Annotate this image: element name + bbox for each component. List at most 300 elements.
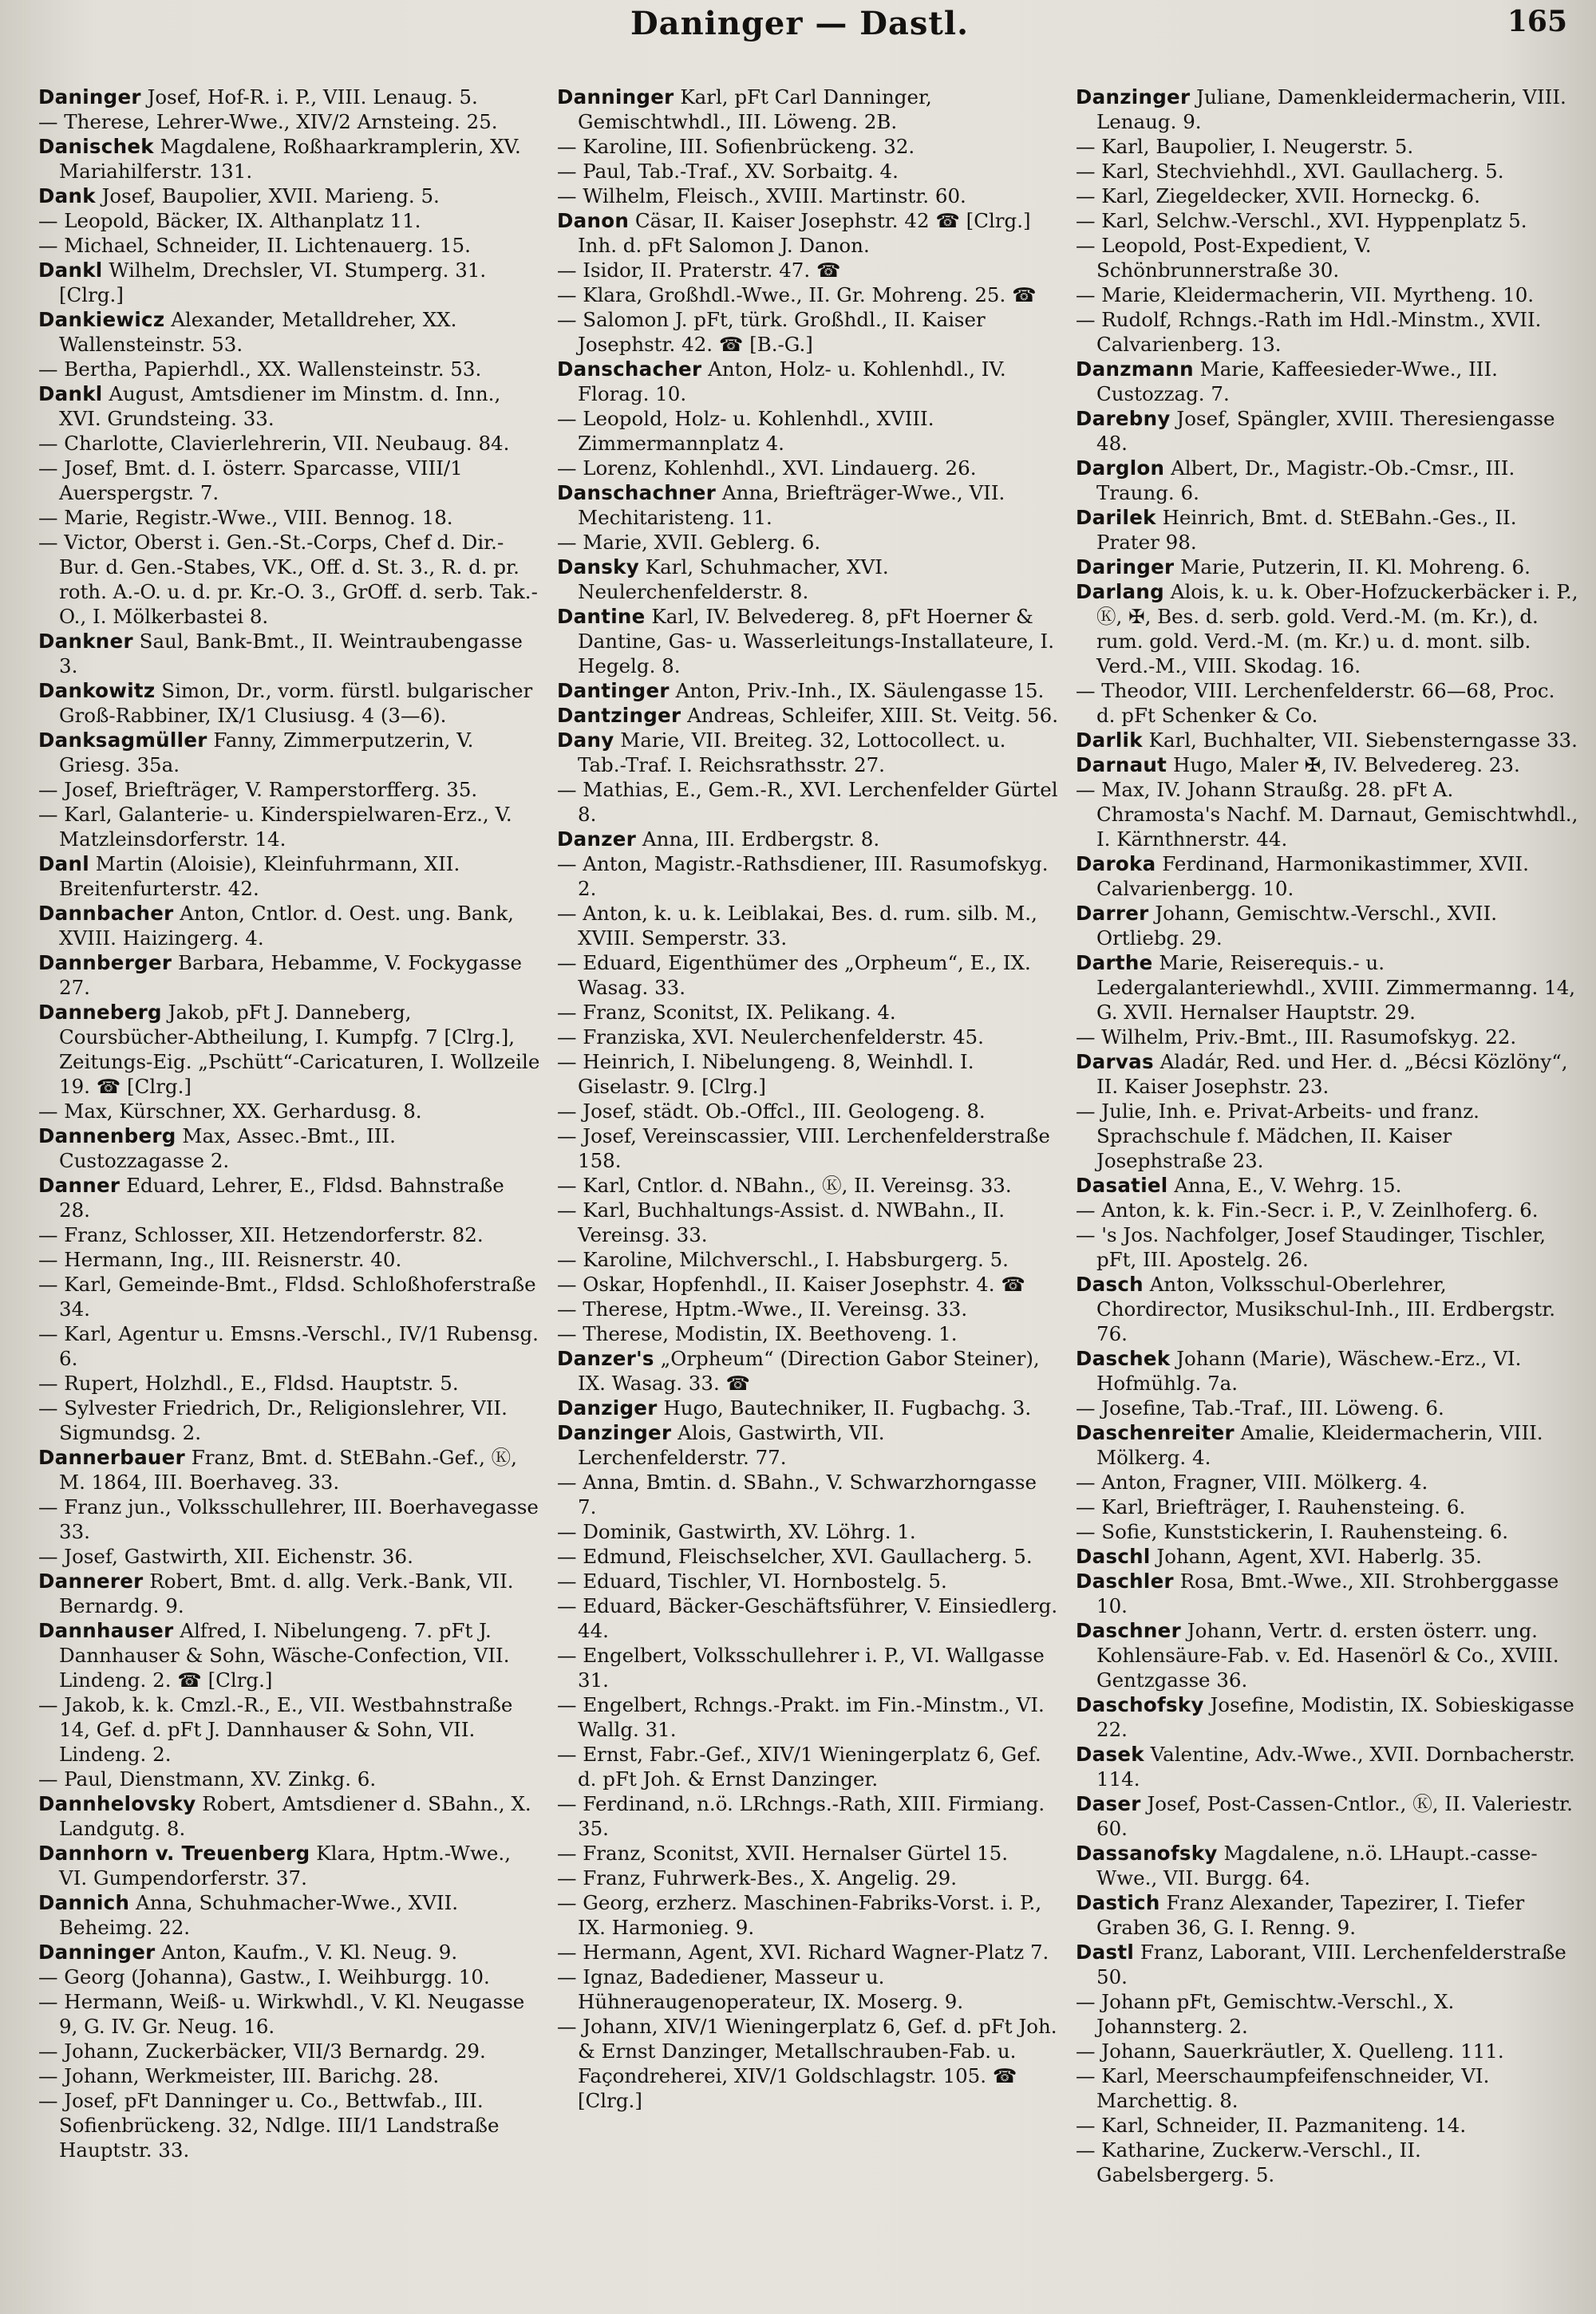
directory-entry bbox=[1076, 406, 1578, 456]
directory-entry bbox=[38, 1618, 541, 1692]
entry-details: Albert, Dr., Magistr.-Ob.-Cmsr., III. Traung. 6. bbox=[1096, 456, 1515, 504]
entry-details: — Karl, Galanterie- u. Kinderspielwaren-Erz., V. Matzleinsdorferstr. 14. bbox=[38, 803, 512, 851]
entry-surname: Daschl bbox=[1076, 1545, 1151, 1568]
entry-surname: Danischek bbox=[38, 135, 154, 158]
entry-surname: Danzinger bbox=[1076, 85, 1191, 109]
entry-details: — Karl, Selchw.-Verschl., XVI. Hyppenplatz 5. bbox=[1076, 209, 1527, 232]
directory-entry bbox=[557, 901, 1060, 950]
directory-entry bbox=[38, 505, 541, 530]
entry-details: — Ferdinand, n.ö. LRchngs.-Rath, XIII. Firmiang. 35. bbox=[557, 1792, 1045, 1840]
directory-entry bbox=[1076, 851, 1578, 901]
directory-entry bbox=[557, 258, 1060, 282]
directory-entry bbox=[557, 1841, 1060, 1866]
entry-details: Hugo, Maler ✠, IV. Belvedereg. 23. bbox=[1172, 753, 1520, 776]
directory-entry bbox=[1076, 1470, 1578, 1495]
directory-entry bbox=[38, 1989, 541, 2039]
entry-surname: Darnaut bbox=[1076, 753, 1167, 776]
entry-details: — Eduard, Bäcker-Geschäftsführer, V. Einsiedlerg. 44. bbox=[557, 1594, 1058, 1642]
directory-entry bbox=[557, 1692, 1060, 1742]
entry-details: — Wilhelm, Fleisch., XVIII. Martinstr. 60. bbox=[557, 184, 966, 207]
entry-surname: Dankner bbox=[38, 630, 133, 653]
entry-details: — Anton, k. k. Fin.-Secr. i. P., V. Zeinlhoferg. 6. bbox=[1076, 1198, 1539, 1222]
entry-surname: Dastich bbox=[1076, 1891, 1160, 1914]
directory-entry bbox=[38, 1495, 541, 1544]
entry-surname: Dasatiel bbox=[1076, 1174, 1168, 1197]
directory-entry bbox=[38, 1841, 541, 1890]
entry-details: — Engelbert, Volksschullehrer i. P., VI. Wallgasse 31. bbox=[557, 1644, 1045, 1692]
directory-entry bbox=[38, 381, 541, 431]
directory-entry bbox=[557, 1940, 1060, 1965]
entry-details: Rosa, Bmt.-Wwe., XII. Strohberggasse 10. bbox=[1096, 1570, 1559, 1617]
entry-details: Saul, Bank-Bmt., II. Weintraubengasse 3. bbox=[59, 630, 523, 677]
directory-entry bbox=[38, 2039, 541, 2063]
directory-entry bbox=[1076, 505, 1578, 555]
entry-details: — Lorenz, Kohlenhdl., XVI. Lindauerg. 26. bbox=[557, 456, 977, 480]
entry-details: Josef, Baupolier, XVII. Marieng. 5. bbox=[101, 184, 440, 207]
directory-entry bbox=[38, 357, 541, 381]
entry-surname: Dasek bbox=[1076, 1743, 1144, 1766]
directory-entry bbox=[557, 1198, 1060, 1247]
entry-details: Johann, Gemischtw.-Verschl., XVII. Ortliebg. 29. bbox=[1096, 902, 1498, 950]
entry-details: — Salomon J. pFt, türk. Großhdl., II. Kaiser Josephstr. 42. ☎ [B.-G.] bbox=[557, 308, 986, 356]
entry-details: Eduard, Lehrer, E., Fldsd. Bahnstraße 28. bbox=[59, 1174, 504, 1222]
directory-entry bbox=[38, 678, 541, 728]
directory-entry bbox=[557, 1049, 1060, 1099]
entry-surname: Darrer bbox=[1076, 902, 1149, 925]
entry-details: — Anton, k. u. k. Leiblakai, Bes. d. rum. silb. M., XVIII. Semperstr. 33. bbox=[557, 902, 1037, 950]
entry-details: — Bertha, Papierhdl., XX. Wallensteinstr. 53. bbox=[38, 357, 482, 381]
directory-entry bbox=[38, 1321, 541, 1371]
entry-details: — Karl, Buchhaltungs-Assist. d. NWBahn., II. Vereinsg. 33. bbox=[557, 1198, 1005, 1246]
entry-details: — Engelbert, Rchngs.-Prakt. im Fin.-Minstm., VI. Wallg. 31. bbox=[557, 1693, 1045, 1741]
entry-surname: Dannhorn v. Treuenberg bbox=[38, 1842, 310, 1865]
directory-entry bbox=[557, 1123, 1060, 1173]
entry-surname: Darthe bbox=[1076, 951, 1153, 974]
entry-surname: Dannenberg bbox=[38, 1124, 176, 1147]
directory-entry bbox=[1076, 1396, 1578, 1420]
entry-details: — Georg (Johanna), Gastw., I. Weihburgg. 10. bbox=[38, 1965, 490, 1988]
entry-details: Anna, Briefträger-Wwe., VII. Mechitaristeng. 11. bbox=[578, 481, 1005, 529]
directory-entry bbox=[557, 1025, 1060, 1049]
entry-details: — Eduard, Tischler, VI. Hornbostelg. 5. bbox=[557, 1570, 947, 1593]
entry-details: — Josefine, Tab.-Traf., III. Löweng. 6. bbox=[1076, 1396, 1444, 1420]
entry-details: Robert, Amtsdiener d. SBahn., X. Landgutg. 8. bbox=[59, 1792, 531, 1840]
entry-details: Alois, k. u. k. Ober-Hofzuckerbäcker i. P., Ⓚ, ✠, Bes. d. serb. gold. Verd.-M. (m. Kr.), d. rum. gold. Verd.-M. (m. Kr.) u. d. mont. silb. Verd.-M., VIII. Skodag. 16. bbox=[1096, 580, 1578, 677]
directory-entry bbox=[38, 1890, 541, 1940]
entry-details: Martin (Aloisie), Kleinfuhrmann, XII. Breitenfurterstr. 42. bbox=[59, 852, 460, 900]
directory-entry bbox=[557, 728, 1060, 777]
directory-entry bbox=[1076, 1495, 1578, 1519]
directory-entry bbox=[557, 1321, 1060, 1346]
entry-surname: Dansky bbox=[557, 555, 639, 578]
directory-entry bbox=[557, 134, 1060, 159]
entry-details: — Johann, Werkmeister, III. Barichg. 28. bbox=[38, 2064, 440, 2087]
entry-surname: Danl bbox=[38, 852, 89, 875]
entry-details: — Michael, Schneider, II. Lichtenauerg. 15. bbox=[38, 234, 471, 257]
directory-entry bbox=[557, 851, 1060, 901]
directory-entry bbox=[38, 901, 541, 950]
directory-entry bbox=[1076, 777, 1578, 851]
entry-details: — Johann, Sauerkräutler, X. Quelleng. 111. bbox=[1076, 2040, 1504, 2063]
entry-details: — Marie, Registr.-Wwe., VIII. Bennog. 18. bbox=[38, 506, 453, 529]
entry-surname: Daschler bbox=[1076, 1570, 1174, 1593]
directory-entry bbox=[557, 1890, 1060, 1940]
directory-entry bbox=[557, 530, 1060, 555]
directory-entry bbox=[1076, 184, 1578, 208]
directory-entry bbox=[557, 208, 1060, 258]
entry-details: — Hermann, Weiß- u. Wirkwhdl., V. Kl. Neugasse 9, G. IV. Gr. Neug. 16. bbox=[38, 1990, 525, 2038]
entry-details: — Katharine, Zuckerw.-Verschl., II. Gabelsbergerg. 5. bbox=[1076, 2138, 1421, 2186]
entry-details: Anton, Kaufm., V. Kl. Neug. 9. bbox=[161, 1941, 458, 1964]
entry-surname: Dannhauser bbox=[38, 1619, 174, 1642]
entry-surname: Dankl bbox=[38, 382, 103, 405]
entry-surname: Dannich bbox=[38, 1891, 130, 1914]
directory-entry bbox=[557, 85, 1060, 134]
entry-details: — Isidor, II. Praterstr. 47. ☎ bbox=[557, 259, 841, 282]
directory-entry bbox=[1076, 85, 1578, 134]
column-3 bbox=[1076, 85, 1578, 2303]
entry-details: — Karl, Gemeinde-Bmt., Fldsd. Schloßhoferstraße 34. bbox=[38, 1273, 536, 1321]
entry-details: Max, Assec.-Bmt., III. Custozzagasse 2. bbox=[59, 1124, 396, 1172]
entry-details: Marie, Putzerin, II. Kl. Mohreng. 6. bbox=[1180, 555, 1531, 578]
entry-surname: Danzer's bbox=[557, 1347, 654, 1370]
entry-surname: Darilek bbox=[1076, 506, 1156, 529]
directory-entry bbox=[1076, 752, 1578, 777]
directory-entry bbox=[38, 1371, 541, 1396]
directory-entry bbox=[557, 1396, 1060, 1420]
entry-details: — Josef, Briefträger, V. Ramperstorfferg. 35. bbox=[38, 778, 478, 801]
entry-details: Juliane, Damenkleidermacherin, VIII. Lenaug. 9. bbox=[1096, 85, 1566, 133]
entry-surname: Dankiewicz bbox=[38, 308, 165, 331]
entry-surname: Dany bbox=[557, 729, 614, 752]
directory-entry bbox=[38, 1965, 541, 1989]
directory-entry bbox=[1076, 307, 1578, 357]
entry-details: Ferdinand, Harmonikastimmer, XVII. Calvarienbergg. 10. bbox=[1096, 852, 1529, 900]
directory-entry bbox=[38, 1692, 541, 1767]
directory-entry bbox=[557, 1593, 1060, 1643]
running-title: Daninger — Dastl. bbox=[630, 5, 970, 42]
directory-entry bbox=[1076, 208, 1578, 233]
directory-entry bbox=[38, 1173, 541, 1222]
directory-entry bbox=[557, 184, 1060, 208]
directory-entry bbox=[38, 184, 541, 208]
entry-surname: Daser bbox=[1076, 1792, 1141, 1815]
entry-details: — Karl, Stechviehhdl., XVI. Gaullacherg. 5. bbox=[1076, 160, 1504, 183]
entry-details: — Julie, Inh. e. Privat-Arbeits- und franz. Sprachschule f. Mädchen, II. Kaiser Josephstraße 23. bbox=[1076, 1100, 1479, 1172]
directory-entry bbox=[38, 1940, 541, 1965]
directory-entry bbox=[1076, 2113, 1578, 2138]
directory-entry bbox=[1076, 678, 1578, 728]
directory-entry bbox=[1076, 2063, 1578, 2113]
entry-details: Johann (Marie), Wäschew.-Erz., VI. Hofmühlg. 7a. bbox=[1096, 1347, 1522, 1395]
directory-entry bbox=[1076, 1890, 1578, 1940]
entry-surname: Dank bbox=[38, 184, 96, 207]
entry-details: — Hermann, Agent, XVI. Richard Wagner-Platz 7. bbox=[557, 1941, 1049, 1964]
entry-details: Josef, Post-Cassen-Cntlor., Ⓚ, II. Valeriestr. 60. bbox=[1096, 1792, 1573, 1840]
directory-entry bbox=[1076, 1049, 1578, 1099]
entry-details: — Anton, Magistr.-Rathsdiener, III. Rasumofskyg. 2. bbox=[557, 852, 1049, 900]
directory-entry bbox=[557, 1272, 1060, 1297]
directory-entry bbox=[557, 678, 1060, 703]
entry-surname: Dantine bbox=[557, 605, 646, 628]
directory-entry bbox=[38, 233, 541, 258]
entry-details: Franz, Bmt. d. StEBahn.-Gef., Ⓚ, M. 1864, III. Boerhaveg. 33. bbox=[59, 1446, 517, 1494]
directory-entry bbox=[557, 1173, 1060, 1198]
entry-details: Karl, pFt Carl Danninger, Gemischtwhdl., III. Löweng. 2B. bbox=[578, 85, 932, 133]
entry-details: Franz, Laborant, VIII. Lerchenfelderstraße 50. bbox=[1096, 1941, 1566, 1988]
entry-details: Alexander, Metalldreher, XX. Wallensteinstr. 53. bbox=[59, 308, 457, 356]
directory-entry bbox=[557, 604, 1060, 678]
entry-details: Johann, Agent, XVI. Haberlg. 35. bbox=[1156, 1545, 1482, 1568]
directory-entry bbox=[557, 1297, 1060, 1321]
directory-entry bbox=[38, 1247, 541, 1272]
entry-details: — Therese, Modistin, IX. Beethoveng. 1. bbox=[557, 1322, 958, 1345]
directory-entry bbox=[557, 1470, 1060, 1519]
entry-details: Marie, Kaffeesieder-Wwe., III. Custozzag. 7. bbox=[1096, 357, 1498, 405]
entry-details: — Sofie, Kunststickerin, I. Rauhensteing. 6. bbox=[1076, 1520, 1509, 1543]
directory-entry bbox=[38, 2063, 541, 2088]
directory-entry bbox=[557, 282, 1060, 307]
directory-entry bbox=[38, 258, 541, 307]
entry-details: — Franz jun., Volksschullehrer, III. Boerhavegasse 33. bbox=[38, 1495, 539, 1543]
entry-details: Hugo, Bautechniker, II. Fugbachg. 3. bbox=[663, 1396, 1032, 1420]
page-header bbox=[32, 3, 1567, 45]
directory-entry bbox=[557, 456, 1060, 480]
entry-details: Aladár, Red. und Her. d. „Bécsi Közlöny“, II. Kaiser Josephstr. 23. bbox=[1096, 1050, 1568, 1098]
directory-entry bbox=[1076, 282, 1578, 307]
entry-details: — Therese, Lehrer-Wwe., XIV/2 Arnsteing. 25. bbox=[38, 110, 498, 133]
directory-entry bbox=[1076, 1569, 1578, 1618]
entry-details: — Marie, Kleidermacherin, VII. Myrtheng. 10. bbox=[1076, 283, 1535, 306]
entry-details: — Max, Kürschner, XX. Gerhardusg. 8. bbox=[38, 1100, 422, 1123]
entry-details: Anton, Volksschul-Oberlehrer, Chordirector, Musikschul-Inh., III. Erdbergstr. 76. bbox=[1096, 1273, 1556, 1345]
directory-entry bbox=[1076, 233, 1578, 282]
directory-entry bbox=[38, 2088, 541, 2162]
directory-entry bbox=[1076, 159, 1578, 184]
directory-entry bbox=[1076, 1989, 1578, 2039]
entry-details: Karl, IV. Belvedereg. 8, pFt Hoerner & Dantine, Gas- u. Wasserleitungs-Installateure, I. Hegelg. 8. bbox=[578, 605, 1054, 677]
entry-surname: Dankl bbox=[38, 259, 103, 282]
directory-entry bbox=[38, 85, 541, 109]
entry-details: Josef, Spängler, XVIII. Theresiengasse 48. bbox=[1096, 407, 1555, 455]
entry-details: — Johann pFt, Gemischtw.-Verschl., X. Johannsterg. 2. bbox=[1076, 1990, 1455, 2038]
directory-entry bbox=[557, 1544, 1060, 1569]
directory-entry bbox=[557, 159, 1060, 184]
entry-details: — Franz, Sconitst, XVII. Hernalser Gürtel 15. bbox=[557, 1842, 1009, 1865]
entry-details: Marie, Reiserequis.- u. Ledergalanteriewhdl., XVIII. Zimmermanng. 14, G. XVII. Hernalser Hauptstr. 29. bbox=[1096, 951, 1576, 1024]
entry-details: — Josef, Gastwirth, XII. Eichenstr. 36. bbox=[38, 1545, 413, 1568]
directory-entry bbox=[38, 1767, 541, 1791]
entry-details: — Karl, Briefträger, I. Rauhensteing. 6. bbox=[1076, 1495, 1466, 1518]
entry-details: Anna, Schuhmacher-Wwe., XVII. Beheimg. 22. bbox=[59, 1891, 459, 1939]
directory-entry bbox=[557, 1519, 1060, 1544]
directory-entry bbox=[1076, 1420, 1578, 1470]
entry-details: — Leopold, Holz- u. Kohlenhdl., XVIII. Zimmermannplatz 4. bbox=[557, 407, 934, 455]
entry-details: — Sylvester Friedrich, Dr., Religionslehrer, VII. Sigmundsg. 2. bbox=[38, 1396, 508, 1444]
entry-details: Magdalene, Roßhaarkramplerin, XV. Mariahilferstr. 131. bbox=[59, 135, 521, 183]
directory-entry bbox=[557, 307, 1060, 357]
directory-entry bbox=[1076, 728, 1578, 752]
directory-entry bbox=[557, 1420, 1060, 1470]
entry-details: — Josef, Bmt. d. I. österr. Sparcasse, VIII/1 Auerspergstr. 7. bbox=[38, 456, 463, 504]
entry-details: Johann, Vertr. d. ersten österr. ung. Kohlensäure-Fab. v. Ed. Hasenörl & Co., XVIII. Gentzgasse 36. bbox=[1096, 1619, 1559, 1692]
entry-details: Franz Alexander, Tapezirer, I. Tiefer Graben 36, G. I. Renng. 9. bbox=[1096, 1891, 1525, 1939]
entry-details: — Eduard, Eigenthümer des „Orpheum“, E., IX. Wasag. 33. bbox=[557, 951, 1031, 999]
entry-details: Valentine, Adv.-Wwe., XVII. Dornbacherstr. 114. bbox=[1096, 1743, 1575, 1791]
entry-details: Anton, Holz- u. Kohlenhdl., IV. Florag. 10. bbox=[578, 357, 1006, 405]
directory-entry bbox=[38, 208, 541, 233]
entry-details: Karl, Schuhmacher, XVI. Neulerchenfelderstr. 8. bbox=[578, 555, 889, 603]
entry-details: Andreas, Schleifer, XIII. St. Veitg. 56. bbox=[687, 704, 1058, 727]
entry-details: — Jakob, k. k. Cmzl.-R., E., VII. Westbahnstraße 14, Gef. d. pFt J. Dannhauser & Sohn, VII. Lindeng. 2. bbox=[38, 1693, 513, 1766]
directory-entry bbox=[557, 777, 1060, 827]
entry-details: — Oskar, Hopfenhdl., II. Kaiser Josephstr. 4. ☎ bbox=[557, 1273, 1025, 1296]
entry-details: — Wilhelm, Priv.-Bmt., III. Rasumofskyg. 22. bbox=[1076, 1025, 1517, 1048]
entry-details: — Anna, Bmtin. d. SBahn., V. Schwarzhorngasse 7. bbox=[557, 1471, 1037, 1518]
entry-details: — Edmund, Fleischselcher, XVI. Gaullacherg. 5. bbox=[557, 1545, 1033, 1568]
directory-entry bbox=[38, 1000, 541, 1099]
entry-details: Cäsar, II. Kaiser Josephstr. 42 ☎ [Clrg.] Inh. d. pFt Salomon J. Danon. bbox=[578, 209, 1031, 257]
directory-entry bbox=[1076, 901, 1578, 950]
directory-entry bbox=[1076, 1025, 1578, 1049]
entry-details: — Ernst, Fabr.-Gef., XIV/1 Wieningerplatz 6, Gef. d. pFt Joh. & Ernst Danzinger. bbox=[557, 1743, 1041, 1791]
entry-details: Anton, Priv.-Inh., IX. Säulengasse 15. bbox=[675, 679, 1045, 702]
entry-details: — Theodor, VIII. Lerchenfelderstr. 66—68, Proc. d. pFt Schenker & Co. bbox=[1076, 679, 1555, 727]
entry-surname: Danzer bbox=[557, 827, 637, 851]
directory-entry bbox=[38, 1099, 541, 1123]
entry-surname: Daschek bbox=[1076, 1347, 1171, 1370]
directory-entry bbox=[38, 1791, 541, 1841]
entry-surname: Daroka bbox=[1076, 852, 1156, 875]
entry-details: — Rupert, Holzhdl., E., Fldsd. Hauptstr. 5. bbox=[38, 1372, 459, 1395]
entry-details: — Josef, pFt Danninger u. Co., Bettwfab., III. Sofienbrückeng. 32, Ndlge. III/1 Landstraße Hauptstr. 33. bbox=[38, 2089, 500, 2162]
entry-details: Anna, III. Erdbergstr. 8. bbox=[642, 827, 880, 851]
entry-details: — Paul, Dienstmann, XV. Zinkg. 6. bbox=[38, 1767, 377, 1791]
entry-surname: Danzinger bbox=[557, 1421, 672, 1444]
page-number: 165 bbox=[1507, 5, 1567, 38]
entry-details: — Johann, XIV/1 Wieningerplatz 6, Gef. d. pFt Joh. & Ernst Danzinger, Metallschrauben-Fab. u. Façondreherei, XIV/1 Goldschlagstr. 105. ☎ [Clrg.] bbox=[557, 2015, 1057, 2112]
entry-surname: Daschenreiter bbox=[1076, 1421, 1235, 1444]
directory-entry bbox=[38, 530, 541, 629]
entry-surname: Daringer bbox=[1076, 555, 1175, 578]
entry-details: — Franz, Schlosser, XII. Hetzendorferstr. 82. bbox=[38, 1223, 484, 1246]
entry-details: — Rudolf, Rchngs.-Rath im Hdl.-Minstm., XVII. Calvarienberg. 13. bbox=[1076, 308, 1542, 356]
entry-columns bbox=[38, 85, 1578, 2303]
entry-details: Anna, E., V. Wehrg. 15. bbox=[1174, 1174, 1402, 1197]
directory-entry bbox=[1076, 950, 1578, 1025]
entry-details: Josef, Hof-R. i. P., VIII. Lenaug. 5. bbox=[147, 85, 478, 109]
entry-details: — Hermann, Ing., III. Reisnerstr. 40. bbox=[38, 1248, 402, 1271]
directory-entry bbox=[38, 629, 541, 678]
entry-details: Amalie, Kleidermacherin, VIII. Mölkerg. 4. bbox=[1096, 1421, 1543, 1469]
entry-details: — Franziska, XVI. Neulerchenfelderstr. 45. bbox=[557, 1025, 984, 1048]
directory-entry bbox=[557, 1643, 1060, 1692]
directory-entry bbox=[557, 703, 1060, 728]
entry-details: Josefine, Modistin, IX. Sobieskigasse 22. bbox=[1096, 1693, 1574, 1741]
directory-entry bbox=[1076, 1692, 1578, 1742]
entry-details: Klara, Hptm.-Wwe., VI. Gumpendorferstr. 37. bbox=[59, 1842, 512, 1890]
entry-surname: Darvas bbox=[1076, 1050, 1154, 1073]
entry-details: Alois, Gastwirth, VII. Lerchenfelderstr. 77. bbox=[578, 1421, 885, 1469]
entry-surname: Dantinger bbox=[557, 679, 670, 702]
directory-entry bbox=[38, 1569, 541, 1618]
entry-details: — Johann, Zuckerbäcker, VII/3 Bernardg. 29. bbox=[38, 2040, 486, 2063]
entry-surname: Darglon bbox=[1076, 456, 1165, 480]
entry-surname: Dannbacher bbox=[38, 902, 174, 925]
directory-entry bbox=[38, 456, 541, 505]
entry-surname: Dasch bbox=[1076, 1273, 1144, 1296]
directory-entry bbox=[38, 1396, 541, 1445]
directory-entry bbox=[38, 109, 541, 134]
directory-entry bbox=[1076, 456, 1578, 505]
entry-details: „Orpheum“ (Direction Gabor Steiner), IX. Wasag. 33. ☎ bbox=[578, 1347, 1040, 1395]
directory-entry bbox=[1076, 1791, 1578, 1841]
directory-entry bbox=[38, 728, 541, 777]
entry-surname: Darebny bbox=[1076, 407, 1171, 430]
directory-entry bbox=[1076, 1618, 1578, 1692]
entry-details: — Ignaz, Badediener, Masseur u. Hühneraugenoperateur, IX. Moserg. 9. bbox=[557, 1965, 964, 2013]
entry-details: — Georg, erzherz. Maschinen-Fabriks-Vorst. i. P., IX. Harmonieg. 9. bbox=[557, 1891, 1042, 1939]
directory-entry bbox=[1076, 1742, 1578, 1791]
entry-surname: Dastl bbox=[1076, 1941, 1135, 1964]
entry-details: — Josef, Vereinscassier, VIII. Lerchenfelderstraße 158. bbox=[557, 1124, 1050, 1172]
entry-details: — Karl, Meerschaumpfeifenschneider, VI. Marchettig. 8. bbox=[1076, 2064, 1490, 2112]
entry-details: — Mathias, E., Gem.-R., XVI. Lerchenfelder Gürtel 8. bbox=[557, 778, 1058, 826]
directory-entry bbox=[557, 357, 1060, 406]
entry-surname: Dannberger bbox=[38, 951, 172, 974]
entry-surname: Dassanofsky bbox=[1076, 1842, 1218, 1865]
entry-details: — Karl, Schneider, II. Pazmaniteng. 14. bbox=[1076, 2114, 1467, 2137]
directory-entry bbox=[557, 1742, 1060, 1791]
entry-details: Heinrich, Bmt. d. StEBahn.-Ges., II. Prater 98. bbox=[1096, 506, 1517, 554]
directory-entry bbox=[38, 950, 541, 1000]
directory-entry bbox=[557, 1247, 1060, 1272]
directory-entry bbox=[38, 851, 541, 901]
directory-entry bbox=[1076, 1544, 1578, 1569]
directory-entry bbox=[38, 134, 541, 184]
directory-entry bbox=[1076, 1841, 1578, 1890]
directory-entry bbox=[1076, 1198, 1578, 1222]
directory-entry bbox=[38, 1222, 541, 1247]
directory-entry bbox=[1076, 579, 1578, 678]
directory-entry bbox=[1076, 1272, 1578, 1346]
directory-entry bbox=[557, 2014, 1060, 2113]
entry-details: — Leopold, Post-Expedient, V. Schönbrunnerstraße 30. bbox=[1076, 234, 1372, 282]
directory-entry bbox=[1076, 555, 1578, 579]
entry-details: — Dominik, Gastwirth, XV. Löhrg. 1. bbox=[557, 1520, 916, 1543]
entry-surname: Danner bbox=[38, 1174, 120, 1197]
entry-surname: Danon bbox=[557, 209, 630, 232]
entry-surname: Dankowitz bbox=[38, 679, 156, 702]
entry-details: — Anton, Fragner, VIII. Mölkerg. 4. bbox=[1076, 1471, 1428, 1494]
directory-entry bbox=[1076, 2138, 1578, 2187]
directory-entry bbox=[557, 406, 1060, 456]
entry-details: — Karoline, III. Sofienbrückeng. 32. bbox=[557, 135, 915, 158]
directory-entry bbox=[38, 777, 541, 802]
directory-entry bbox=[557, 1099, 1060, 1123]
directory-entry bbox=[557, 1569, 1060, 1593]
entry-details: Alfred, I. Nibelungeng. 7. pFt J. Dannhauser & Sohn, Wäsche-Confection, VII. Lindeng. 2. ☎ [Clrg.] bbox=[59, 1619, 510, 1692]
entry-surname: Danninger bbox=[557, 85, 674, 109]
directory-entry bbox=[38, 307, 541, 357]
directory-entry bbox=[38, 1544, 541, 1569]
column-2 bbox=[557, 85, 1060, 2303]
directory-entry bbox=[557, 1791, 1060, 1841]
entry-details: — Karl, Agentur u. Emsns.-Verschl., IV/1 Rubensg. 6. bbox=[38, 1322, 539, 1370]
entry-details: Fanny, Zimmerputzerin, V. Griesg. 35a. bbox=[59, 729, 474, 776]
entry-details: — Leopold, Bäcker, IX. Althanplatz 11. bbox=[38, 209, 421, 232]
entry-surname: Daschner bbox=[1076, 1619, 1181, 1642]
